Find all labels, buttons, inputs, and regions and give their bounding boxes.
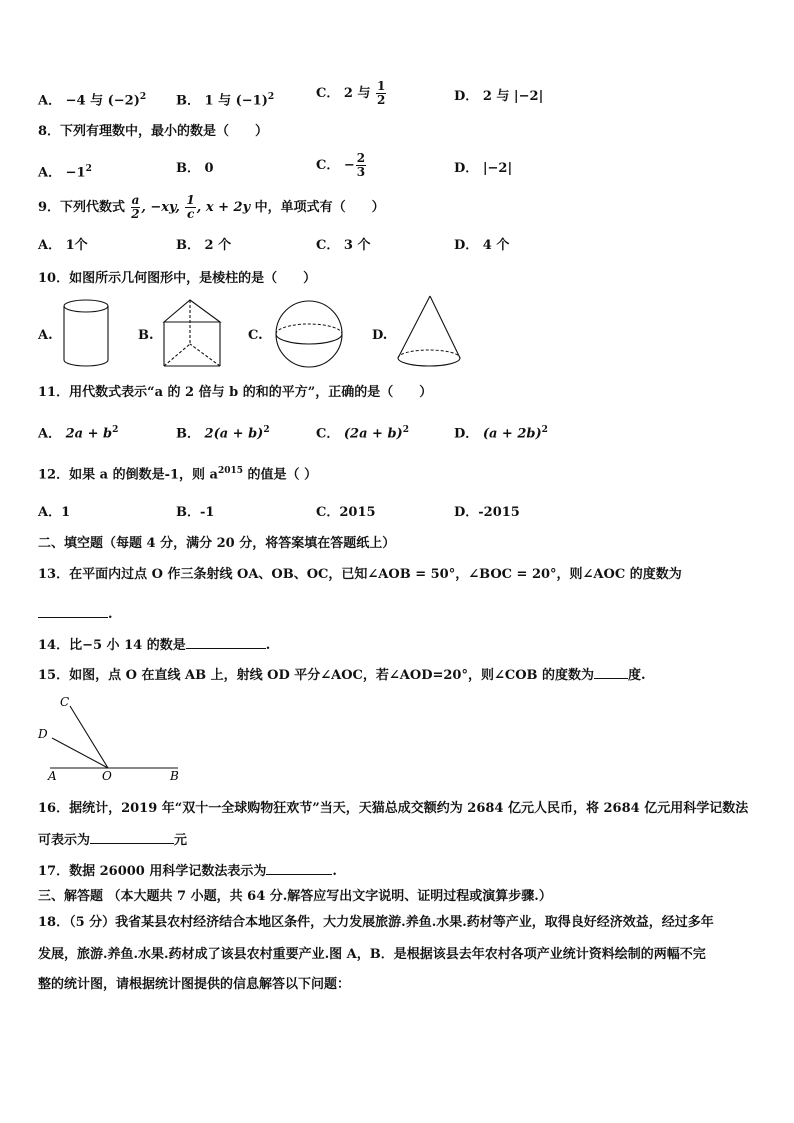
answer-blank[interactable] [266,862,332,875]
option-text: |−2| [482,161,513,176]
fraction [376,80,386,107]
denominator: c [186,207,195,221]
q9-option-d: D． 4 个 [454,238,510,253]
triangular-prism-figure [160,296,226,372]
q10-option-a-label: A. [38,328,53,343]
q10-stem: 10．如图所示几何图形中，是棱柱的是（ ） [38,271,317,286]
q12-option-d: D．-2015 [454,505,520,520]
q14-stem [38,636,270,655]
q9-option-b: B． 2 个 [176,238,232,253]
q8-stem: 8．下列有理数中，最小的数是（ ） [38,124,269,139]
stem-text: . [332,864,337,879]
q11-option-d [454,421,548,443]
exponent: 2 [267,92,275,102]
point-label-c: C [60,695,70,709]
q18-line-1: 18．（5 分）我省某县农村经济结合本地区条件，大力发展旅游.养鱼.水果.药材等产业，取得良好经济效益，经过多年 [38,915,714,930]
option-label: C． [316,426,340,442]
section-heading-solutions: 三、解答题 （本大题共 7 小题，共 64 分.解答应写出文字说明、证明过程或演算步骤.） [38,889,552,904]
point-label-a: A [48,769,57,783]
fraction [185,194,195,221]
stem-text: 可表示为 [38,833,91,848]
numerator: 1 [377,79,386,93]
q12-option-a: A．1 [38,505,71,520]
point-label-o: O [102,769,112,783]
q11-stem: 11．用代数式表示“a 的 2 倍与 b 的和的平方”，正确的是（ ） [38,385,433,400]
q16-line-1: 16．据统计，2019 年“双十一全球购物狂欢节”当天，天猫总成交额约为 2684 亿元人民币，将 2684 亿元用科学记数法 [38,801,749,816]
exponent: 2015 [217,466,244,476]
option-label: A． [38,426,62,442]
q8-option-a [38,160,92,182]
stem-text: . [108,607,113,622]
q15-stem [38,666,646,685]
q13-answer-line [38,605,113,624]
option-label: B． [176,161,200,176]
denominator: 2 [131,207,140,221]
answer-blank[interactable] [38,605,108,618]
answer-blank[interactable] [594,666,628,679]
q7-option-b [176,88,274,110]
answer-blank[interactable] [90,831,174,844]
fraction [131,194,141,221]
option-text: (a + 2b) [482,426,542,442]
exponent: 2 [541,425,548,435]
option-text: 2a + b [65,426,113,442]
stem-text: 14．比−5 小 14 的数是 [38,638,186,653]
option-text: 0 [204,161,214,176]
q9-option-a: A． 1个 [38,238,88,253]
exponent: 2 [85,164,92,174]
option-label: A． [38,93,62,109]
stem-text: 17．数据 26000 用科学记数法表示为 [38,864,267,879]
q12-stem [38,462,317,484]
point-label-d: D [38,727,48,741]
denominator: 3 [356,165,366,179]
stem-text: 中，单项式有（ ） [254,200,385,215]
numerator: 1 [186,193,195,207]
q11-option-a [38,421,118,443]
exponent: 2 [402,425,409,435]
option-text: −1 [65,165,86,181]
option-label: D． [454,89,479,104]
answer-blank[interactable] [186,636,266,649]
option-label: C． [316,158,340,173]
q7-option-a [38,88,146,110]
q16-line-2 [38,831,187,850]
q7-option-c [316,80,387,107]
stem-text: 12．如果 a 的倒数是-1，则 a [38,467,218,483]
option-text: 1 与 (−1) [204,93,268,109]
minus-sign: − [343,158,355,173]
stem-text: 15．如图，点 O 在直线 AB 上，射线 OD 平分∠AOC，若∠AOD=20°，则∠COB 的度数为 [38,668,595,683]
q10-option-b-label: B. [138,328,154,343]
angle-figure [36,690,186,784]
ray-od [52,738,108,768]
fraction [356,152,366,179]
q17-stem [38,862,337,881]
q8-option-b [176,160,214,178]
section-heading-fill-in: 二、填空题（每题 4 分，满分 20 分，将答案填在答题纸上） [38,536,396,551]
option-text: 2 与 |−2| [482,89,544,104]
option-label: D． [454,161,479,176]
q11-option-c [316,421,409,443]
q13-stem: 13．在平面内过点 O 作三条射线 OA、OB、OC，已知∠AOB = 50°，∠BOC = 20°，则∠AOC 的度数为 [38,567,682,582]
q9-option-c: C． 3 个 [316,238,371,253]
option-text: 2 与 [343,86,371,101]
numerator: 2 [356,151,366,165]
stem-text: . [265,638,271,653]
q10-option-d-label: D. [372,328,388,343]
ray-oc [70,706,108,768]
q7-option-d [454,88,543,106]
stem-text: , x + 2y [196,200,251,215]
q18-line-3: 整的统计图，请根据统计图提供的信息解答以下问题： [38,977,351,992]
point-label-b: B [170,769,179,783]
q12-option-c: C．2015 [316,505,376,520]
stem-text: 度. [628,668,646,683]
q11-option-b [176,421,270,443]
option-label: B． [176,426,200,442]
q18-line-2: 发展，旅游.养鱼.水果.药材成了该县农村重要产业.图 A，B．是根据该县去年农村各项产业统计资料绘制的两幅不完 [38,947,706,962]
exponent: 2 [139,92,147,102]
sphere-figure [272,300,348,370]
option-label: C． [316,86,340,101]
q12-option-b: B．-1 [176,505,215,520]
option-text: −4 与 (−2) [65,93,140,109]
stem-text: 元 [174,833,188,848]
denominator: 2 [377,93,386,107]
option-text: (2a + b) [343,426,403,442]
cone-figure [394,294,466,374]
q8-option-c [316,152,367,179]
stem-text: , −xy, [141,200,180,215]
numerator: a [131,193,140,207]
exponent: 2 [263,425,270,435]
q9-stem [38,194,385,221]
option-label: B． [176,93,200,109]
option-label: A． [38,165,62,181]
q10-option-c-label: C. [248,328,263,343]
stem-text: 9．下列代数式 [38,200,126,215]
stem-text: 的值是（ ） [243,467,318,483]
option-text: 2(a + b) [204,426,264,442]
cylinder-figure [60,296,120,372]
option-label: D． [454,426,479,442]
q8-option-d [454,160,512,178]
exponent: 2 [112,425,119,435]
